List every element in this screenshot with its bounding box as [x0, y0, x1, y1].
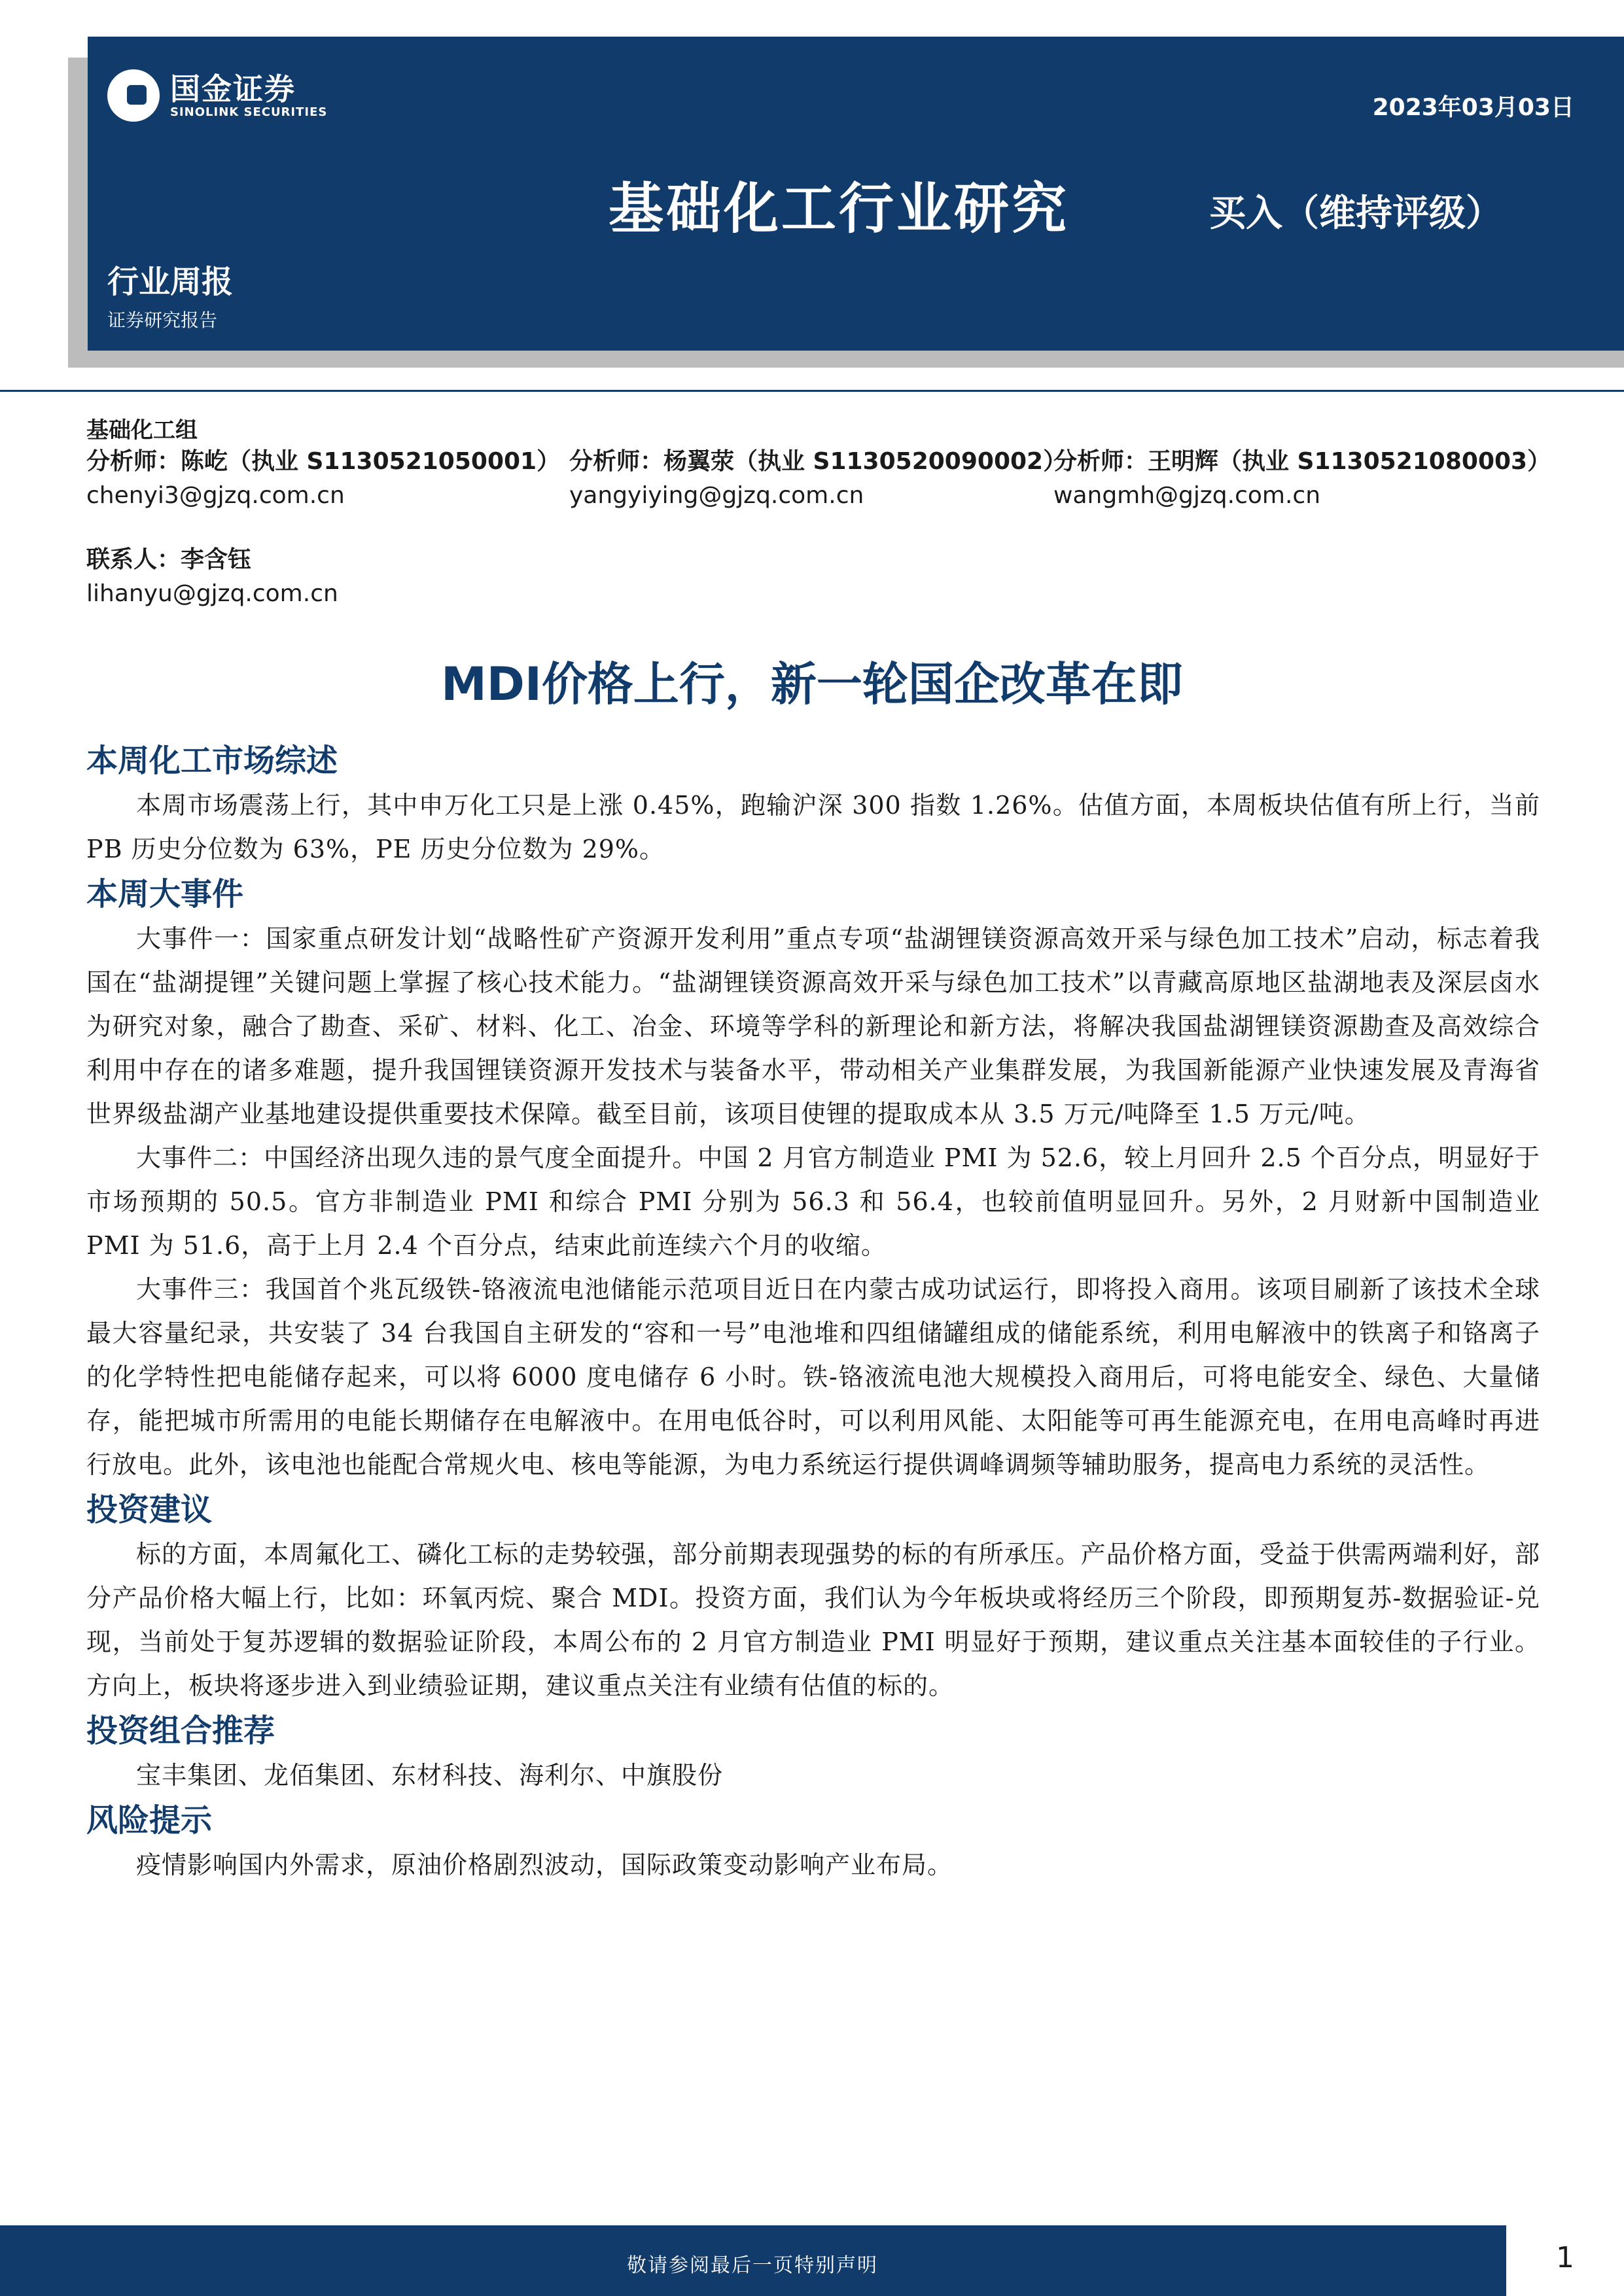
section-heading-portfolio: 投资组合推荐 — [86, 1713, 275, 1749]
team-name: 基础化工组 — [86, 417, 198, 444]
page-number: 1 — [1556, 2241, 1574, 2274]
report-title: 基础化工行业研究 — [609, 177, 1070, 241]
page-footer — [0, 2225, 1624, 2296]
analyst-2 — [569, 445, 1067, 513]
analyst-name: 分析师：杨翼荥（执业 S1130520090002） — [569, 448, 1067, 475]
brand-logo — [107, 69, 327, 122]
analyst-name: 分析师：王明辉（执业 S1130521080003） — [1053, 448, 1551, 475]
section-paragraph: 大事件二：中国经济出现久违的景气度全面提升。中国 2 月官方制造业 PMI 为 52.6，较上月回升 2.5 个百分点，明显好于市场预期的 50.5。官方非制造业 PMI 和综合 PMI 分别为 56.3 和 56.4，也较前值明显回升。另外，2 月财新中国制造业 PMI 为 51.6，高于上月 2.4 个百分点，结束此前连续六个月的收缩。 — [86, 1143, 1541, 1260]
analyst-3 — [1053, 445, 1551, 513]
section-heading-weekly-events: 本周大事件 — [86, 876, 244, 913]
report-headline: MDI价格上行，新一轮国企改革在即 — [441, 657, 1183, 711]
section-paragraph: 宝丰集团、龙佰集团、东材科技、海利尔、中旗股份 — [136, 1761, 724, 1790]
section-paragraph: 大事件三：我国首个兆瓦级铁-铬液流电池储能示范项目近日在内蒙古成功试运行，即将投入商用。该项目刷新了该技术全球最大容量纪录，共安装了 34 台我国自主研发的“容和一号”电池堆和四组储罐组成的储能系统，利用电解液中的铁离子和铬离子的化学特性把电能储存起来，可以将 6000 度电储存 6 小时。铁-铬液流电池大规模投入商用后，可将电能安全、绿色、大量储存，能把城市所需用的电能长期储存在电解液中。在用电低谷时，可以利用风能、太阳能等可再生能源充电，在用电高峰时再进行放电。此外，该电池也能配合常规火电、核电等能源，为电力系统运行提供调峰调频等辅助服务，提高电力系统的灵活性。 — [86, 1275, 1540, 1479]
disclaimer-note: 敬请参阅最后一页特别声明 — [627, 2254, 878, 2277]
contact-email[interactable]: lihanyu@gjzq.com.cn — [86, 580, 338, 607]
section-heading-investment-advice: 投资建议 — [86, 1491, 213, 1528]
section-paragraph: 大事件一：国家重点研发计划“战略性矿产资源开发利用”重点专项“盐湖锂镁资源高效开采与绿色加工技术”启动，标志着我国在“盐湖提锂”关键问题上掌握了核心技术能力。“盐湖锂镁资源高效开采与绿色加工技术”以青藏高原地区盐湖地表及深层卤水为研究对象，融合了勘查、采矿、材料、化工、冶金、环境等学科的新理论和新方法，将解决我国盐湖锂镁资源勘查及高效综合利用中存在的诸多难题，提升我国锂镁资源开发技术与装备水平，带动相关产业集群发展，为我国新能源产业快速发展及青海省世界级盐湖产业基地建设提供重要技术保障。截至目前，该项目使锂的提取成本从 3.5 万元/吨降至 1.5 万元/吨。 — [86, 924, 1540, 1128]
header-banner — [88, 37, 1624, 351]
contact-name: 联系人：李含钰 — [86, 546, 252, 573]
section-heading-market-review: 本周化工市场综述 — [86, 742, 338, 779]
section-paragraph: 疫情影响国内外需求，原油价格剧烈波动，国际政策变动影响产业布局。 — [136, 1851, 953, 1879]
sinolink-logo-icon — [107, 69, 160, 122]
report-body — [86, 738, 1540, 1887]
section-heading-risk: 风险提示 — [86, 1802, 213, 1839]
page-number-box — [1506, 2225, 1624, 2296]
report-date: 2023年03月03日 — [1372, 94, 1574, 121]
analyst-email[interactable]: wangmh@gjzq.com.cn — [1053, 482, 1321, 509]
report-type: 行业周报 — [107, 264, 234, 300]
rating-label: 买入（维持评级） — [1209, 192, 1502, 235]
header-divider — [0, 390, 1624, 392]
brand-name-en: SINOLINK SECURITIES — [170, 105, 328, 119]
section-paragraph: 本周市场震荡上行，其中申万化工只是上涨 0.45%，跑输沪深 300 指数 1.26%。估值方面，本周板块估值有所上行，当前 PB 历史分位数为 63%，PE 历史分位数为 29%。 — [86, 791, 1540, 863]
analyst-email[interactable]: chenyi3@gjzq.com.cn — [86, 482, 345, 509]
report-subtype: 证券研究报告 — [107, 309, 218, 331]
analyst-name: 分析师：陈屹（执业 S1130521050001） — [86, 448, 561, 475]
section-paragraph: 标的方面，本周氟化工、磷化工标的走势较强，部分前期表现强势的标的有所承压。产品价格方面，受益于供需两端利好，部分产品价格大幅上行，比如：环氧丙烷、聚合 MDI。投资方面，我们认为今年板块或将经历三个阶段，即预期复苏-数据验证-兑现，当前处于复苏逻辑的数据验证阶段，本周公布的 2 月官方制造业 PMI 明显好于预期，建议重点关注基本面较佳的子行业。方向上，板块将逐步进入到业绩验证期，建议重点关注有业绩有估值的标的。 — [86, 1540, 1540, 1700]
contact-person — [86, 543, 338, 611]
analyst-email[interactable]: yangyiying@gjzq.com.cn — [569, 482, 864, 509]
brand-name-cn: 国金证券 — [170, 71, 296, 107]
analyst-1 — [86, 445, 560, 513]
